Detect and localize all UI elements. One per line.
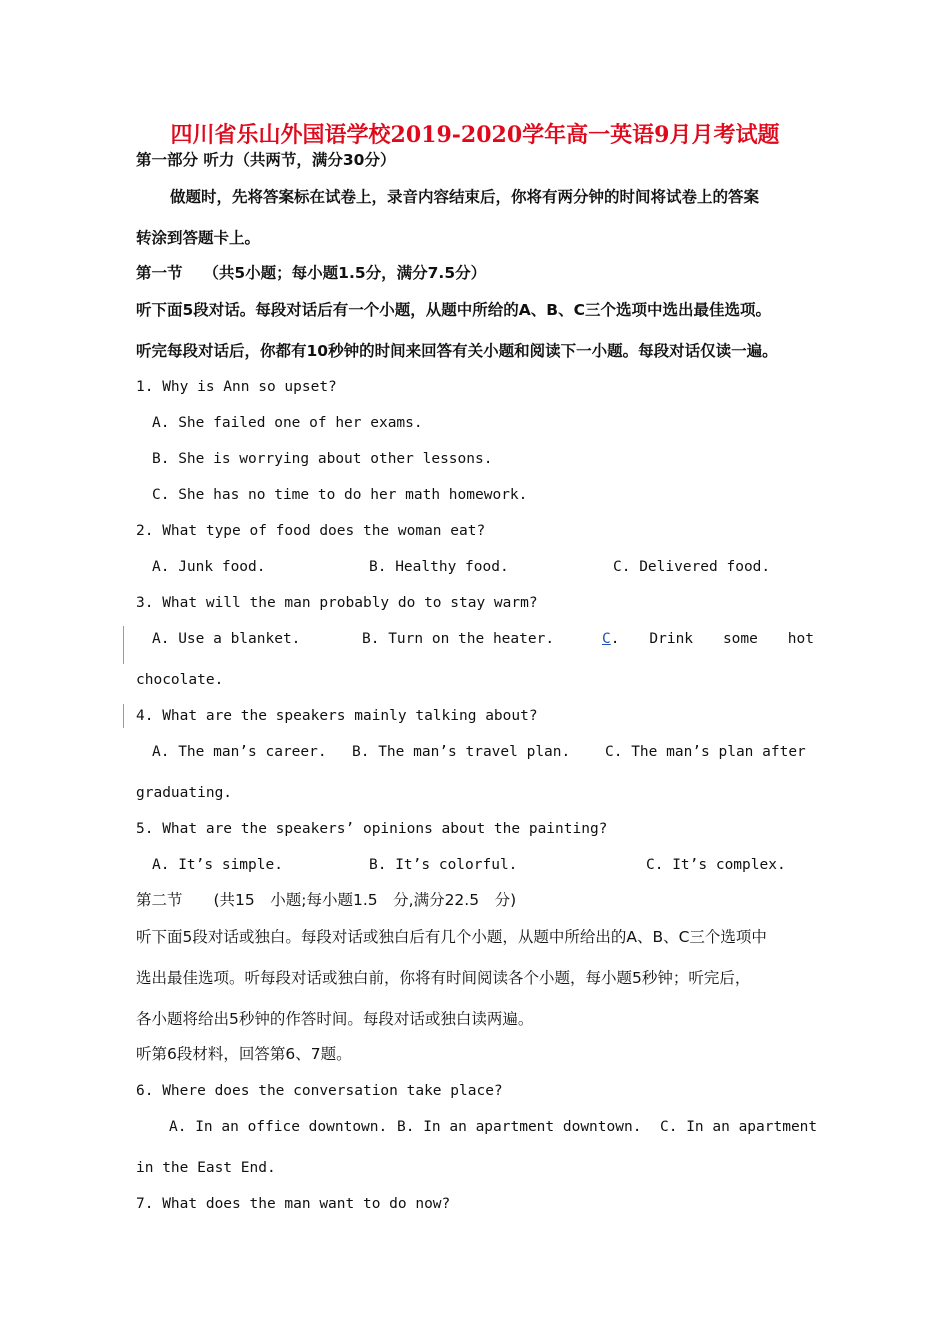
- q2-option-b: B. Healthy food.: [369, 559, 509, 575]
- q3-option-c-word-2: some: [722, 631, 758, 647]
- section2-instruction-line2: 选出最佳选项。听每段对话或独白前，你将有时间阅读各个小题，每小题5秒钟；听完后，: [136, 969, 751, 987]
- section2-heading: 第二节 (共15 小题;每小题1.5 分,满分22.5 分): [136, 891, 517, 909]
- section2-instruction-line1: 听下面5段对话或独白。每段对话或独白后有几个小题，从题中所给出的A、B、C三个选项中: [136, 928, 767, 946]
- q6-option-a: A. In an office downtown.: [169, 1119, 388, 1135]
- section1-instruction-line1: 听下面5段对话。每段对话后有一个小题，从题中所给的A、B、C三个选项中选出最佳选项。: [136, 301, 771, 319]
- q4-option-a: A. The man’s career.: [152, 744, 327, 760]
- q4-option-b: B. The man’s travel plan.: [352, 744, 571, 760]
- q3-stem: 3. What will the man probably do to stay warm?: [136, 595, 538, 611]
- q7-stem: 7. What does the man want to do now?: [136, 1196, 451, 1212]
- q6-option-b: B. In an apartment downtown.: [397, 1119, 642, 1135]
- margin-change-bar: [123, 704, 124, 728]
- q2-option-c: C. Delivered food.: [613, 559, 771, 575]
- q1-stem: 1. Why is Ann so upset?: [136, 379, 337, 395]
- section1-heading: 第一节 （共5小题；每小题1.5分，满分7.5分）: [136, 264, 487, 282]
- q3-option-c: [602, 632, 814, 647]
- q3-option-c-continued: chocolate.: [136, 672, 224, 688]
- q6-option-c-continued: in the East End.: [136, 1160, 276, 1176]
- q3-option-c-dot: .: [610, 631, 620, 647]
- section1-instruction-line2: 听完每段对话后，你都有10秒钟的时间来回答有关小题和阅读下一小题。每段对话仅读一遍。: [136, 342, 778, 360]
- q3-option-b: B. Turn on the heater.: [362, 631, 555, 647]
- q6-stem: 6. Where does the conversation take place?: [136, 1083, 503, 1099]
- part1-heading: 第一部分 听力（共两节，满分30分）: [136, 151, 396, 169]
- q5-option-b: B. It’s colorful.: [369, 857, 518, 873]
- material-6-note: 听第6段材料，回答第6、7题。: [136, 1045, 352, 1063]
- part1-intro-line1: 做题时，先将答案标在试卷上，录音内容结束后，你将有两分钟的时间将试卷上的答案: [170, 188, 760, 206]
- q2-option-a: A. Junk food.: [152, 559, 266, 575]
- q5-option-a: A. It’s simple.: [152, 857, 283, 873]
- q4-option-c-continued: graduating.: [136, 785, 233, 801]
- q5-stem: 5. What are the speakers’ opinions about the painting?: [136, 821, 608, 837]
- q1-option-c: C. She has no time to do her math homework.: [152, 487, 528, 503]
- q6-option-c: C. In an apartment: [660, 1119, 818, 1135]
- q2-stem: 2. What type of food does the woman eat?: [136, 523, 486, 539]
- q1-option-b: B. She is worrying about other lessons.: [152, 451, 493, 467]
- q4-stem: 4. What are the speakers mainly talking about?: [136, 708, 538, 724]
- margin-change-bar: [123, 626, 124, 664]
- q3-option-a: A. Use a blanket.: [152, 631, 301, 647]
- q5-option-c: C. It’s complex.: [646, 857, 786, 873]
- q4-option-c: C. The man’s plan after: [605, 744, 806, 760]
- q3-option-c-word-1: Drink: [649, 631, 694, 647]
- page-title: 四川省乐山外国语学校2019-2020学年高一英语9月月考试题: [170, 122, 780, 148]
- section2-instruction-line3: 各小题将给出5秒钟的作答时间。每段对话或独白读两遍。: [136, 1010, 534, 1028]
- q3-option-c-letter-link[interactable]: C: [602, 631, 611, 647]
- q3-option-c-word-3: hot: [787, 631, 814, 647]
- q1-option-a: A. She failed one of her exams.: [152, 415, 423, 431]
- part1-intro-line2: 转涂到答题卡上。: [136, 229, 261, 247]
